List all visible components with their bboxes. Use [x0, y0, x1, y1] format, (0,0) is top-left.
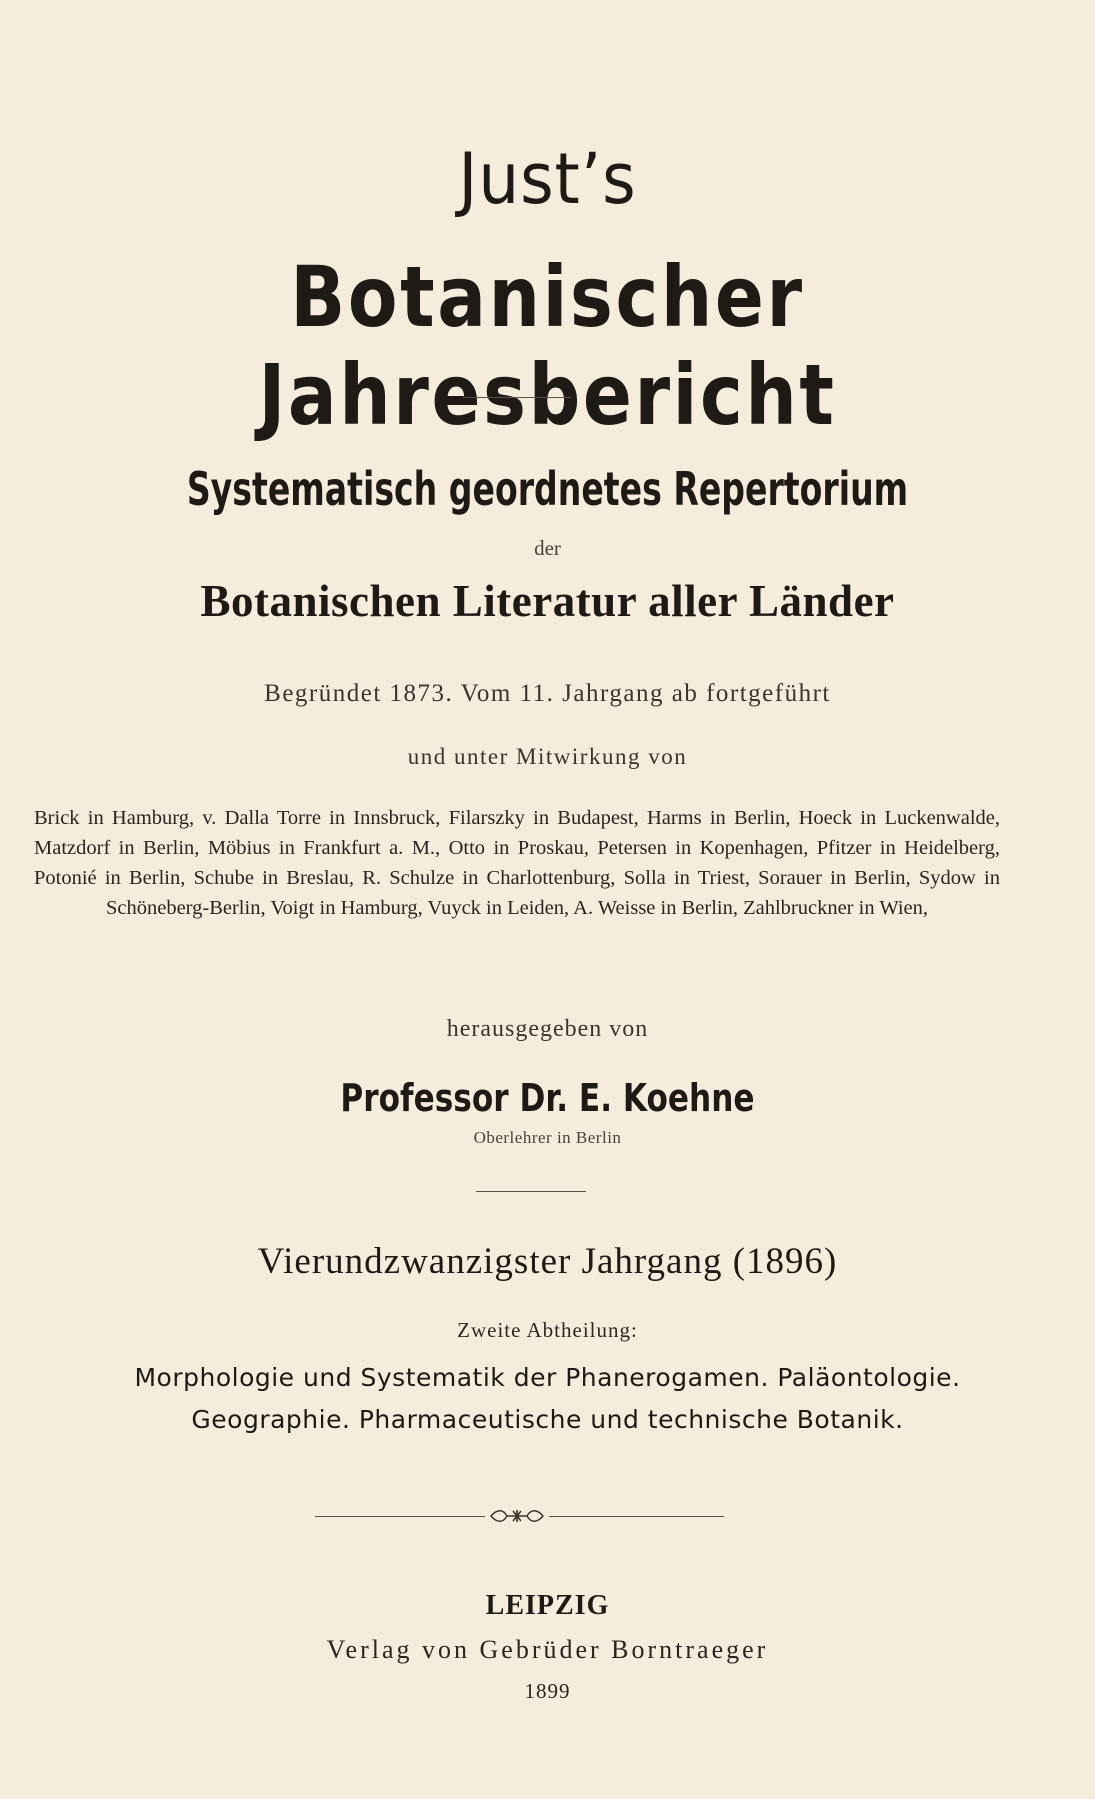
editor-position: Oberlehrer in Berlin	[473, 1128, 622, 1147]
editor-name: Professor Dr. E. Koehne	[340, 1076, 755, 1120]
imprint-year: 1899	[524, 1679, 571, 1703]
volume-topics-line1: Morphologie und Systematik der Phanerogamen. Paläontologie.	[134, 1363, 961, 1392]
volume-title: Vierundzwanzigster Jahrgang (1896)	[257, 1241, 838, 1282]
editor-intro: herausgegeben von	[446, 1016, 649, 1042]
contributors-list: Brick in Hamburg, v. Dalla Torre in Innsbruck, Filarszky in Budapest, Harms in Berlin, Hoeck in Luckenwalde, Matzdorf in Berlin, Möbius in Frankfurt a. M., Otto in Proskau, Petersen in Kopenhagen, Pfitzer in Heidelberg, Potonié in Berlin, Schube in Breslau, R. Schulze in Charlottenburg, Solla in Triest, Sorauer in Berlin, Sydow in Schöneberg-Berlin, Voigt in Hamburg, Vuyck in Leiden, A. Weisse in Berlin, Zahlbruckner in Wien,	[34, 807, 1000, 919]
subtitle-literatur: Botanischen Literatur aller Länder	[200, 576, 895, 626]
divider-rule-top	[463, 397, 571, 398]
subtitle-repertorium: Systematisch geordnetes Repertorium	[186, 462, 909, 516]
founding-line: Begründet 1873. Vom 11. Jahrgang ab fortgeführt	[264, 680, 831, 707]
divider-rule-ornament-right	[549, 1516, 724, 1517]
volume-topics-line2: Geographie. Pharmaceutische und technische Botanik.	[191, 1405, 904, 1434]
imprint-publisher: Verlag von Gebrüder Borntraeger	[326, 1635, 769, 1664]
subtitle-der: der	[534, 536, 561, 560]
divider-rule-ornament-left	[315, 1516, 485, 1517]
title-justs: Just’s	[458, 138, 637, 220]
title-botanischer-jahresbericht: Botanischer Jahresbericht	[258, 248, 837, 444]
volume-part: Zweite Abtheilung:	[457, 1318, 638, 1342]
divider-rule-middle	[476, 1191, 586, 1192]
imprint-city: LEIPZIG	[485, 1590, 610, 1621]
collaboration-line: und unter Mitwirkung von	[407, 744, 688, 769]
fleuron-ornament-icon	[487, 1506, 547, 1526]
